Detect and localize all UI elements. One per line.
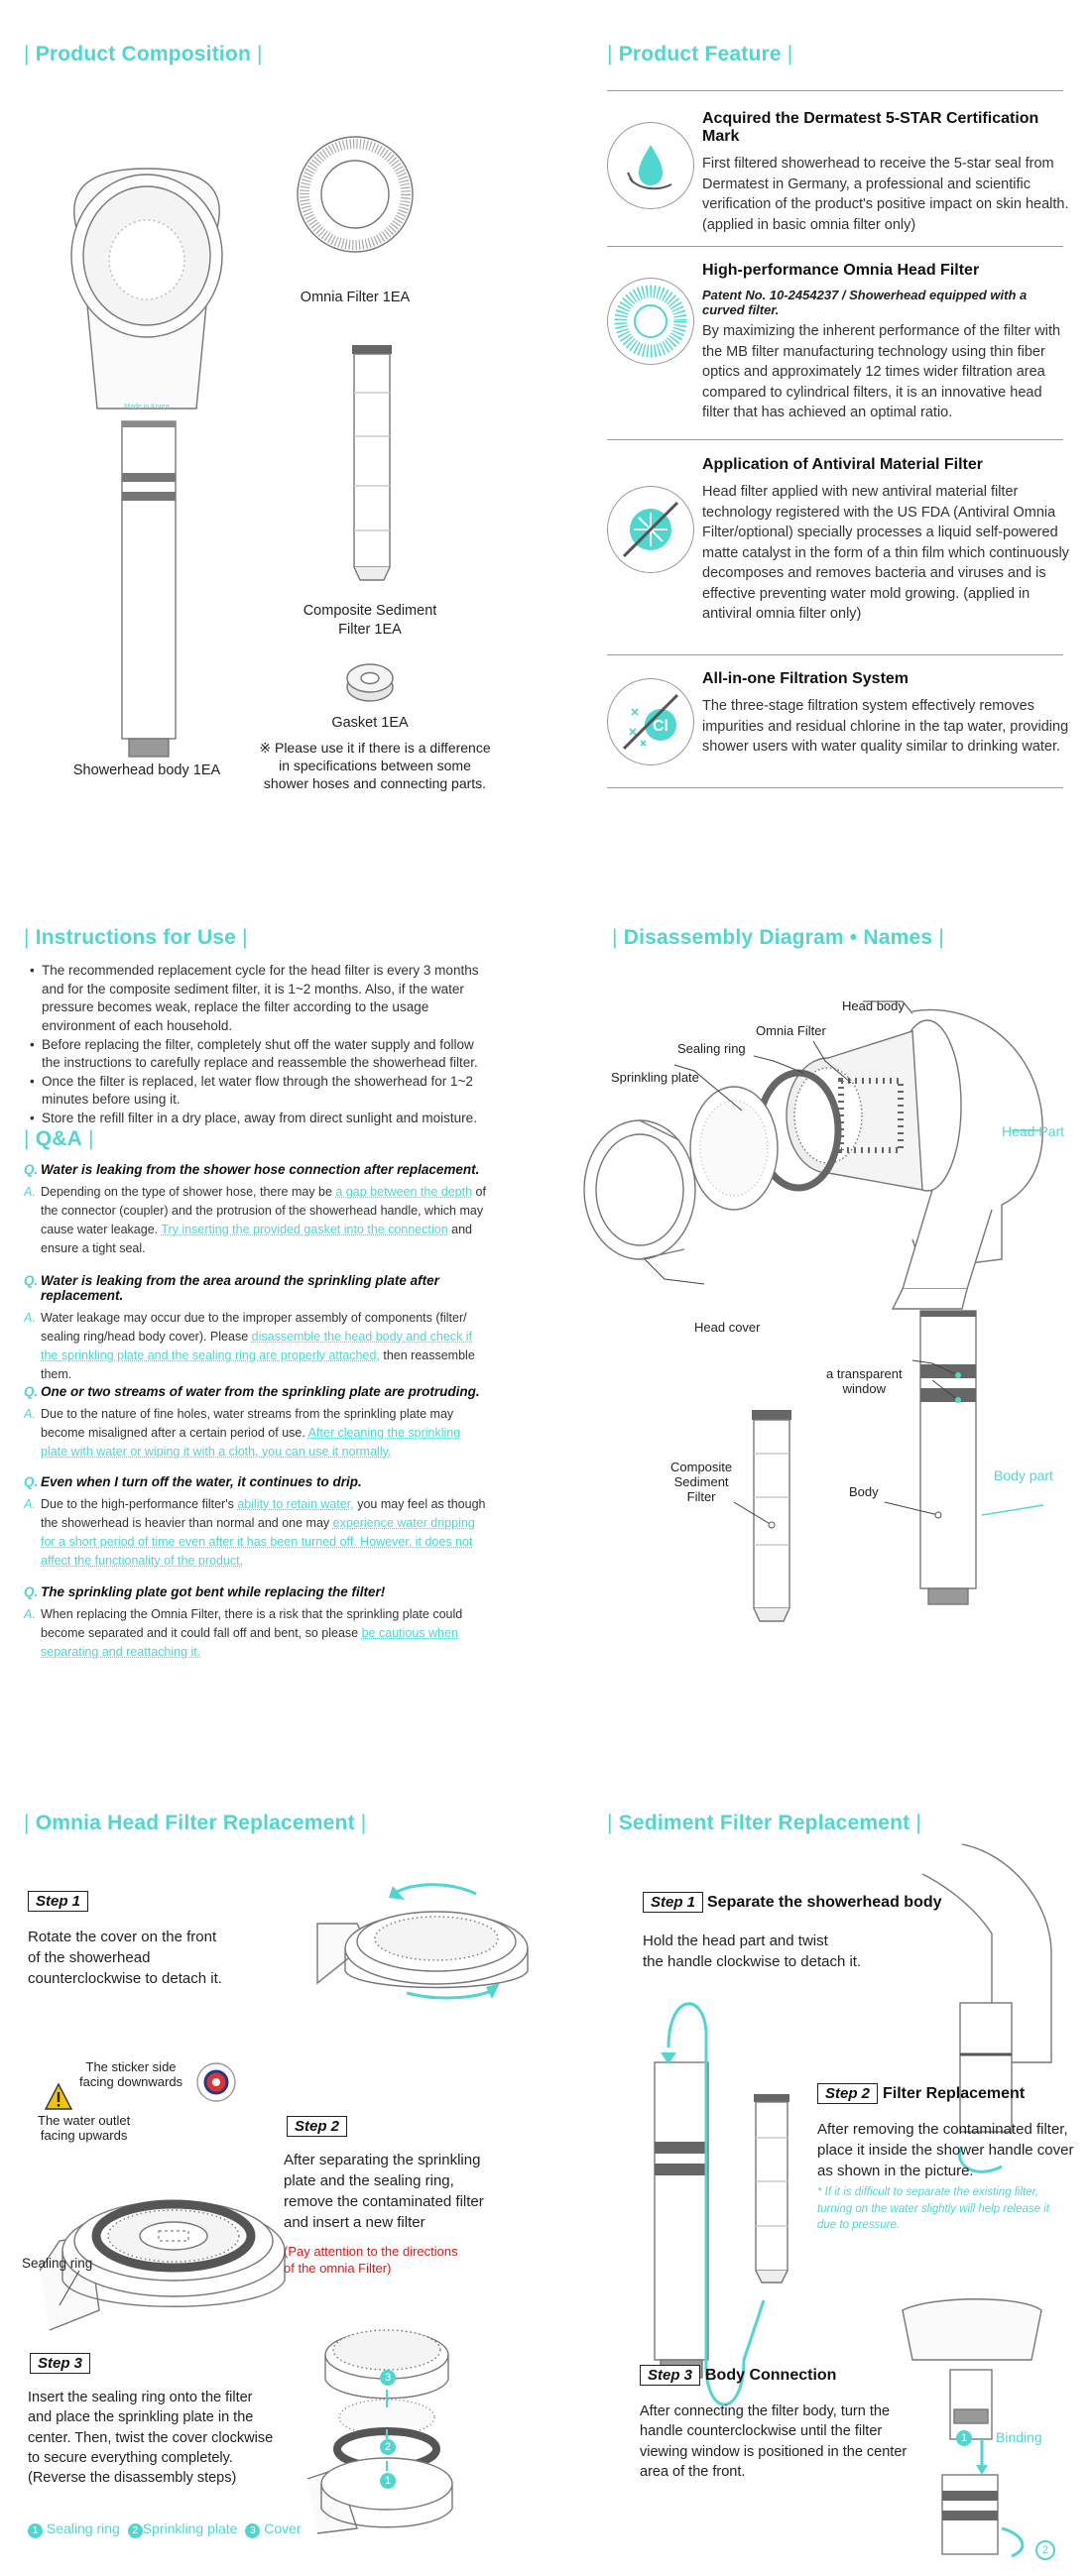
- qa-question: Q. Water is leaking from the shower hose connection after replacement.: [24, 1162, 480, 1177]
- marker-2: 2: [380, 2439, 396, 2455]
- label-sprinkling-plate: Sprinkling plate: [611, 1070, 699, 1085]
- qa-item: [24, 1162, 490, 1258]
- omnia-step3-text: Insert the sealing ring onto the filter and place the sprinkling plate in the center. Then, twist the cover clockwise to secure everything completely. (Reverse the disassembly steps): [28, 2390, 274, 2487]
- feature-title: High-performance Omnia Head Filter: [702, 262, 980, 279]
- warning-icon: [44, 2082, 73, 2112]
- feature-divider: [607, 90, 1063, 91]
- omnia-step2-illustration: [20, 2142, 317, 2330]
- label-body-part: Body part: [994, 1467, 1053, 1483]
- warning-water-outlet: The water outlet facing upwards: [38, 2113, 131, 2143]
- caption-showerhead: Showerhead body 1EA: [72, 762, 221, 778]
- sediment-step1-title: Separate the showerhead body: [707, 1894, 942, 1911]
- omnia-step1-badge: Step 1: [28, 1891, 88, 1912]
- gasket-note: ※ Please use it if there is a difference in specifications between some shower hoses and connecting parts.: [259, 740, 491, 792]
- feature-divider: [607, 439, 1063, 440]
- virus-blocked-icon: [607, 486, 694, 573]
- omnia-filter-illustration: [298, 137, 413, 252]
- sediment-step2-title: Filter Replacement: [883, 2085, 1026, 2102]
- qa-answer: A. Water leakage may occur due to the improper assembly of components (filter/ sealing ring/head body cover). Please disassemble the head body and check if the sprinkling plate and the sealing ring are properly attached, then reassemble them.: [24, 1311, 475, 1381]
- binding-marker-1: 1: [956, 2430, 972, 2446]
- qa-item: [24, 1273, 490, 1384]
- sediment-filter-illustration: [352, 345, 392, 580]
- label-head-cover: Head cover: [694, 1320, 761, 1335]
- qa-item: [24, 1584, 490, 1662]
- section-title-composition: | Product Composition |: [24, 43, 263, 65]
- label-omnia-filter: Omnia Filter: [756, 1023, 826, 1038]
- feature-divider: [607, 246, 1063, 247]
- feature-body: Head filter applied with new antiviral material filter technology registered with the US FDA (Antiviral Omnia Filter/optional) specially processes a liquid self-powered matte catalyst in the form of a thin film which continuously decomposes and removes bacteria and viruses and is effective preventing water mold growing. (applied in antiviral omnia filter only): [702, 484, 1069, 623]
- instruction-item: • Store the refill filter in a dry place, away from direct sunlight and moisture.: [30, 1110, 496, 1128]
- caption-sediment: Composite Sediment Filter 1EA: [303, 603, 437, 638]
- section-title-sediment-replacement: | Sediment Filter Replacement |: [607, 1812, 922, 1834]
- omnia-step1-text: Rotate the cover on the front of the showerhead counterclockwise to detach it.: [28, 1929, 222, 1987]
- label-sealing-ring: Sealing ring: [677, 1041, 746, 1056]
- omnia-step2-note: (Pay attention to the directions of the omnia Filter): [284, 2244, 458, 2276]
- omnia-step3-badge: Step 3: [30, 2353, 90, 2374]
- instruction-item: • Once the filter is replaced, let water flow through the showerhead for 1~2 minutes before using it.: [30, 1073, 496, 1110]
- showerhead-body-illustration: [71, 169, 222, 757]
- sediment-step3-badge: Step 3: [640, 2365, 700, 2386]
- qa-answer: A. When replacing the Omnia Filter, there is a risk that the sprinkling plate could become separated and it could fall off and bent, so please be cautious when separating and reattaching it.: [24, 1607, 463, 1659]
- dermatest-sticker-icon: [196, 2062, 236, 2102]
- gasket-illustration: [347, 664, 393, 701]
- marker-3: 3: [380, 2370, 396, 2386]
- marker-1: 1: [380, 2473, 396, 2489]
- label-head-body: Head body: [842, 998, 905, 1013]
- qa-question: Q. One or two streams of water from the sprinkling plate are protruding.: [24, 1384, 480, 1399]
- qa-item: [24, 1474, 490, 1571]
- label-sealing-ring-step2: Sealing ring: [22, 2256, 93, 2271]
- feature-title: All-in-one Filtration System: [702, 670, 909, 687]
- sediment-step2-badge: Step 2: [817, 2083, 878, 2104]
- label-head-part: Head Part: [1002, 1123, 1065, 1139]
- qa-item: [24, 1384, 490, 1462]
- feature-body: By maximizing the inherent performance of the filter with the MB filter manufacturing technology using thin fiber optics and approximately 12 times wider filtration area compared to cylindrical filters, it is an innovative head filter that has achieved an optimal ratio.: [702, 323, 1061, 421]
- sediment-step1-badge: Step 1: [643, 1892, 703, 1913]
- section-title-qa: | Q&A |: [24, 1127, 94, 1150]
- qa-question: Q. Water is leaking from the area around the sprinkling plate after replacement.: [24, 1273, 439, 1303]
- feature-body: The three-stage filtration system effectively removes impurities and residual chlorine in the tap water, providing shower users with water quality similar to drinking water.: [702, 698, 1069, 756]
- feature-title: Acquired the Dermatest 5-STAR Certification Mark: [702, 110, 1039, 145]
- warning-sticker-side: The sticker side facing downwards: [79, 2059, 183, 2089]
- svg-text:Cl: Cl: [653, 718, 668, 735]
- section-title-disassembly: | Disassembly Diagram • Names |: [612, 926, 944, 949]
- feature-title: Application of Antiviral Material Filter: [702, 456, 983, 473]
- feature-item: [702, 670, 1071, 758]
- feature-divider: [607, 654, 1063, 655]
- sediment-step3-title: Body Connection: [705, 2367, 837, 2384]
- caption-omnia: Omnia Filter 1EA: [300, 290, 411, 305]
- instruction-item: • Before replacing the filter, completely shut off the water supply and follow the instructions to carefully replace and reassemble the showerhead filter.: [30, 1036, 496, 1073]
- label-body: Body: [849, 1484, 879, 1499]
- label-binding: Binding: [996, 2429, 1042, 2445]
- sediment-step2-note: * If it is difficult to separate the existing filter, turning on the water slightly will help release it due to pressure.: [817, 2186, 1049, 2232]
- feature-divider: [607, 787, 1063, 788]
- section-title-instructions: | Instructions for Use |: [24, 926, 248, 949]
- omnia-legend: 1 Sealing ring 2 Sprinkling plate 3 Cover: [28, 2520, 302, 2538]
- sediment-step2-text: After removing the contaminated filter, place it inside the shower handle cover as shown in the picture.: [817, 2121, 1074, 2179]
- label-composite-filter: Composite Sediment Filter: [670, 1460, 733, 1504]
- sediment-step3-text: After connecting the filter body, turn the handle counterclockwise until the filter viewing window is positioned in the center area of the front.: [640, 2403, 908, 2480]
- caption-gasket: Gasket 1EA: [331, 715, 409, 731]
- qa-question: Q. Even when I turn off the water, it continues to drip.: [24, 1474, 362, 1489]
- binding-marker-2: 2: [1035, 2540, 1055, 2560]
- radial-filter-icon: [607, 278, 694, 365]
- sediment-step1-text: Hold the head part and twist the handle clockwise to detach it.: [643, 1932, 862, 1970]
- feature-patent: Patent No. 10-2454237 / Showerhead equipped with a curved filter.: [702, 288, 1028, 317]
- omnia-step3-illustration: [298, 2310, 536, 2538]
- feature-body: First filtered showerhead to receive the 5-star seal from Dermatest in Germany, a professional and scientific verification of the product's positive impact on skin health. (applied in basic omnia filter only): [702, 156, 1069, 233]
- qa-answer: A. Due to the nature of fine holes, water streams from the sprinkling plate may become misaligned after a certain period of use. After cleaning the sprinkling plate with water or wiping it with a cloth, you can use it normally.: [24, 1407, 461, 1459]
- chlorine-blocked-icon: [607, 678, 694, 765]
- instructions-list: [30, 962, 496, 1128]
- qa-answer: A. Depending on the type of shower hose, there may be a gap between the depth of the connector (coupler) and the protrusion of the showerhead handle, which may cause water leakage. Try inserting the provided gasket into the connection and ensure a tight seal.: [24, 1185, 486, 1255]
- label-transparent-window: a transparent window: [826, 1366, 903, 1396]
- feature-item: [702, 262, 1071, 423]
- instruction-item: • The recommended replacement cycle for the head filter is every 3 months and for the composite sediment filter, it is 1~2 months. Also, if the water pressure becomes weak, replace the filter according to the usage environment of each household.: [30, 962, 496, 1036]
- feature-item: [702, 110, 1071, 235]
- droplet-hand-icon: [607, 122, 694, 209]
- omnia-step1-illustration: [298, 1864, 555, 2013]
- section-title-omnia-replacement: | Omnia Head Filter Replacement |: [24, 1812, 367, 1834]
- omnia-step2-text: After separating the sprinkling plate and the sealing ring, remove the contaminated filter and insert a new filter: [284, 2152, 484, 2231]
- feature-item: [702, 456, 1071, 625]
- omnia-step2-badge: Step 2: [287, 2116, 347, 2137]
- qa-question: Q. The sprinkling plate got bent while replacing the filter!: [24, 1584, 386, 1599]
- section-title-feature: | Product Feature |: [607, 43, 793, 65]
- qa-answer: A. Due to the high-performance filter's ability to retain water, you may feel as though the showerhead is heavier than normal and one may experience water dripping for a short period of time even after it has been turned off. However, it does not affect the functionality of the product.: [24, 1497, 486, 1568]
- svg-text:Made in Korea: Made in Korea: [124, 404, 170, 410]
